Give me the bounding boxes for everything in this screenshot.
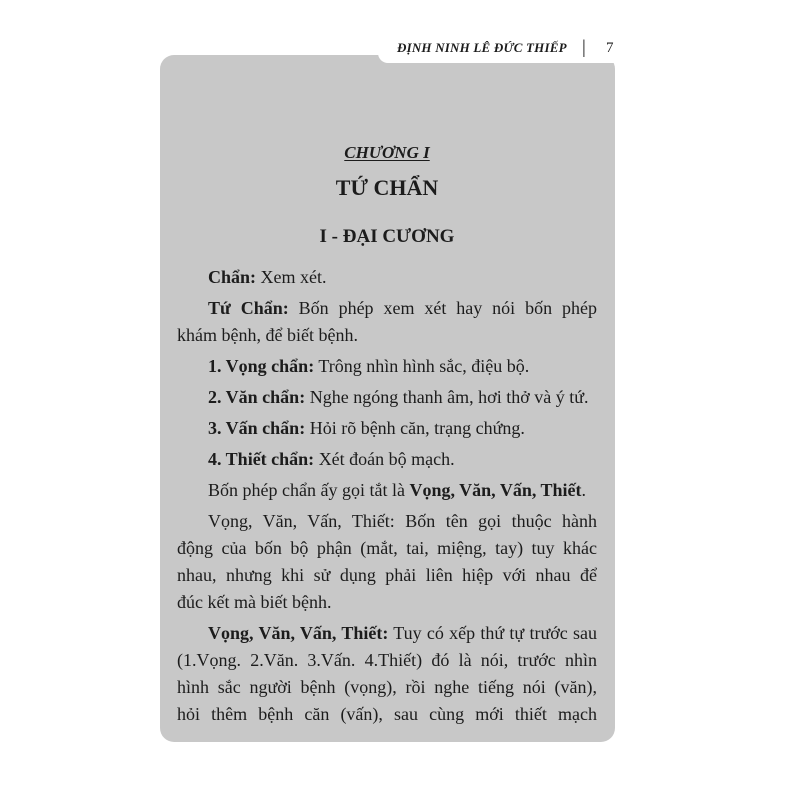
body-paragraph: [177, 477, 597, 504]
paragraph-line: [177, 477, 597, 504]
paragraph-line: [177, 701, 597, 728]
body-paragraph: [177, 446, 597, 473]
line-text: Tuy có xếp thứ tự trước sau: [388, 623, 597, 643]
chapter-label: CHƯƠNG I: [344, 143, 430, 162]
paragraph-line: [177, 535, 597, 562]
paragraph-line: [177, 647, 597, 674]
line-text: Xét đoán bộ mạch.: [314, 449, 455, 469]
paragraph-line: [177, 562, 597, 589]
body-paragraph: [177, 295, 597, 349]
paragraph-line: [177, 508, 597, 535]
line-text: Hỏi rõ bệnh căn, trạng chứng.: [305, 418, 525, 438]
body-paragraph: [177, 264, 597, 291]
line-text: (1.Vọng. 2.Văn. 3.Vấn. 4.Thiết) đó là nói, trước nhìn: [177, 650, 597, 670]
line-text: Bốn phép chẩn ấy gọi tắt là: [208, 480, 410, 500]
line-text: Xem xét.: [256, 267, 327, 287]
line-text: hỏi thêm bệnh căn (vấn), sau cùng mới thiết mạch: [177, 704, 597, 724]
body-text: [177, 264, 597, 728]
bold-term: 3. Vấn chẩn:: [208, 418, 306, 438]
paragraph-line: [177, 446, 597, 473]
line-text: Bốn phép xem xét hay nói bốn phép: [288, 298, 597, 318]
paragraph-line: [177, 353, 597, 380]
paragraph-line: [177, 322, 597, 349]
paragraph-line: [177, 264, 597, 291]
body-paragraph: [177, 415, 597, 442]
line-text: khám bệnh, để biết bệnh.: [177, 325, 358, 345]
paragraph-line: [177, 384, 597, 411]
bold-term: 2. Văn chẩn:: [208, 387, 306, 407]
bold-term: 4. Thiết chẩn:: [208, 449, 315, 469]
paragraph-line: [177, 589, 597, 616]
line-text: động của bốn bộ phận (mắt, tai, miệng, tay) tuy khác: [177, 538, 597, 558]
chapter-title: TỨ CHẨN: [335, 175, 439, 200]
bold-term: Chẩn:: [208, 267, 257, 287]
line-text: Vọng, Văn, Vấn, Thiết: Bốn tên gọi thuộc hành: [208, 511, 597, 531]
bold-term: 1. Vọng chẩn:: [208, 356, 315, 376]
line-text: hình sắc người bệnh (vọng), rồi nghe tiếng nói (văn),: [177, 677, 597, 697]
paragraph-line: [177, 295, 597, 322]
body-paragraph: [177, 384, 597, 411]
page-number: 7: [606, 40, 614, 56]
line-text: .: [581, 480, 587, 500]
bold-term: Tứ Chẩn:: [208, 298, 289, 318]
paragraph-line: [177, 674, 597, 701]
body-paragraph: [177, 353, 597, 380]
header-separator: |: [582, 37, 586, 58]
bold-term: Vọng, Văn, Vấn, Thiết:: [208, 623, 389, 643]
line-text: Trông nhìn hình sắc, điệu bộ.: [314, 356, 530, 376]
paragraph-line: [177, 415, 597, 442]
section-title: I - ĐẠI CƯƠNG: [319, 226, 455, 247]
paragraph-line: [177, 620, 597, 647]
body-paragraph: [177, 620, 597, 728]
line-text: nhau, nhưng khi sử dụng phải liên hiệp với nhau để: [177, 565, 597, 585]
line-text: đúc kết mà biết bệnh.: [177, 592, 332, 612]
line-text: Nghe ngóng thanh âm, hơi thở và ý tứ.: [305, 387, 589, 407]
running-title: ĐỊNH NINH LÊ ĐỨC THIẾP: [397, 40, 567, 55]
bold-term: Vọng, Văn, Vấn, Thiết: [409, 480, 582, 500]
body-paragraph: [177, 508, 597, 616]
